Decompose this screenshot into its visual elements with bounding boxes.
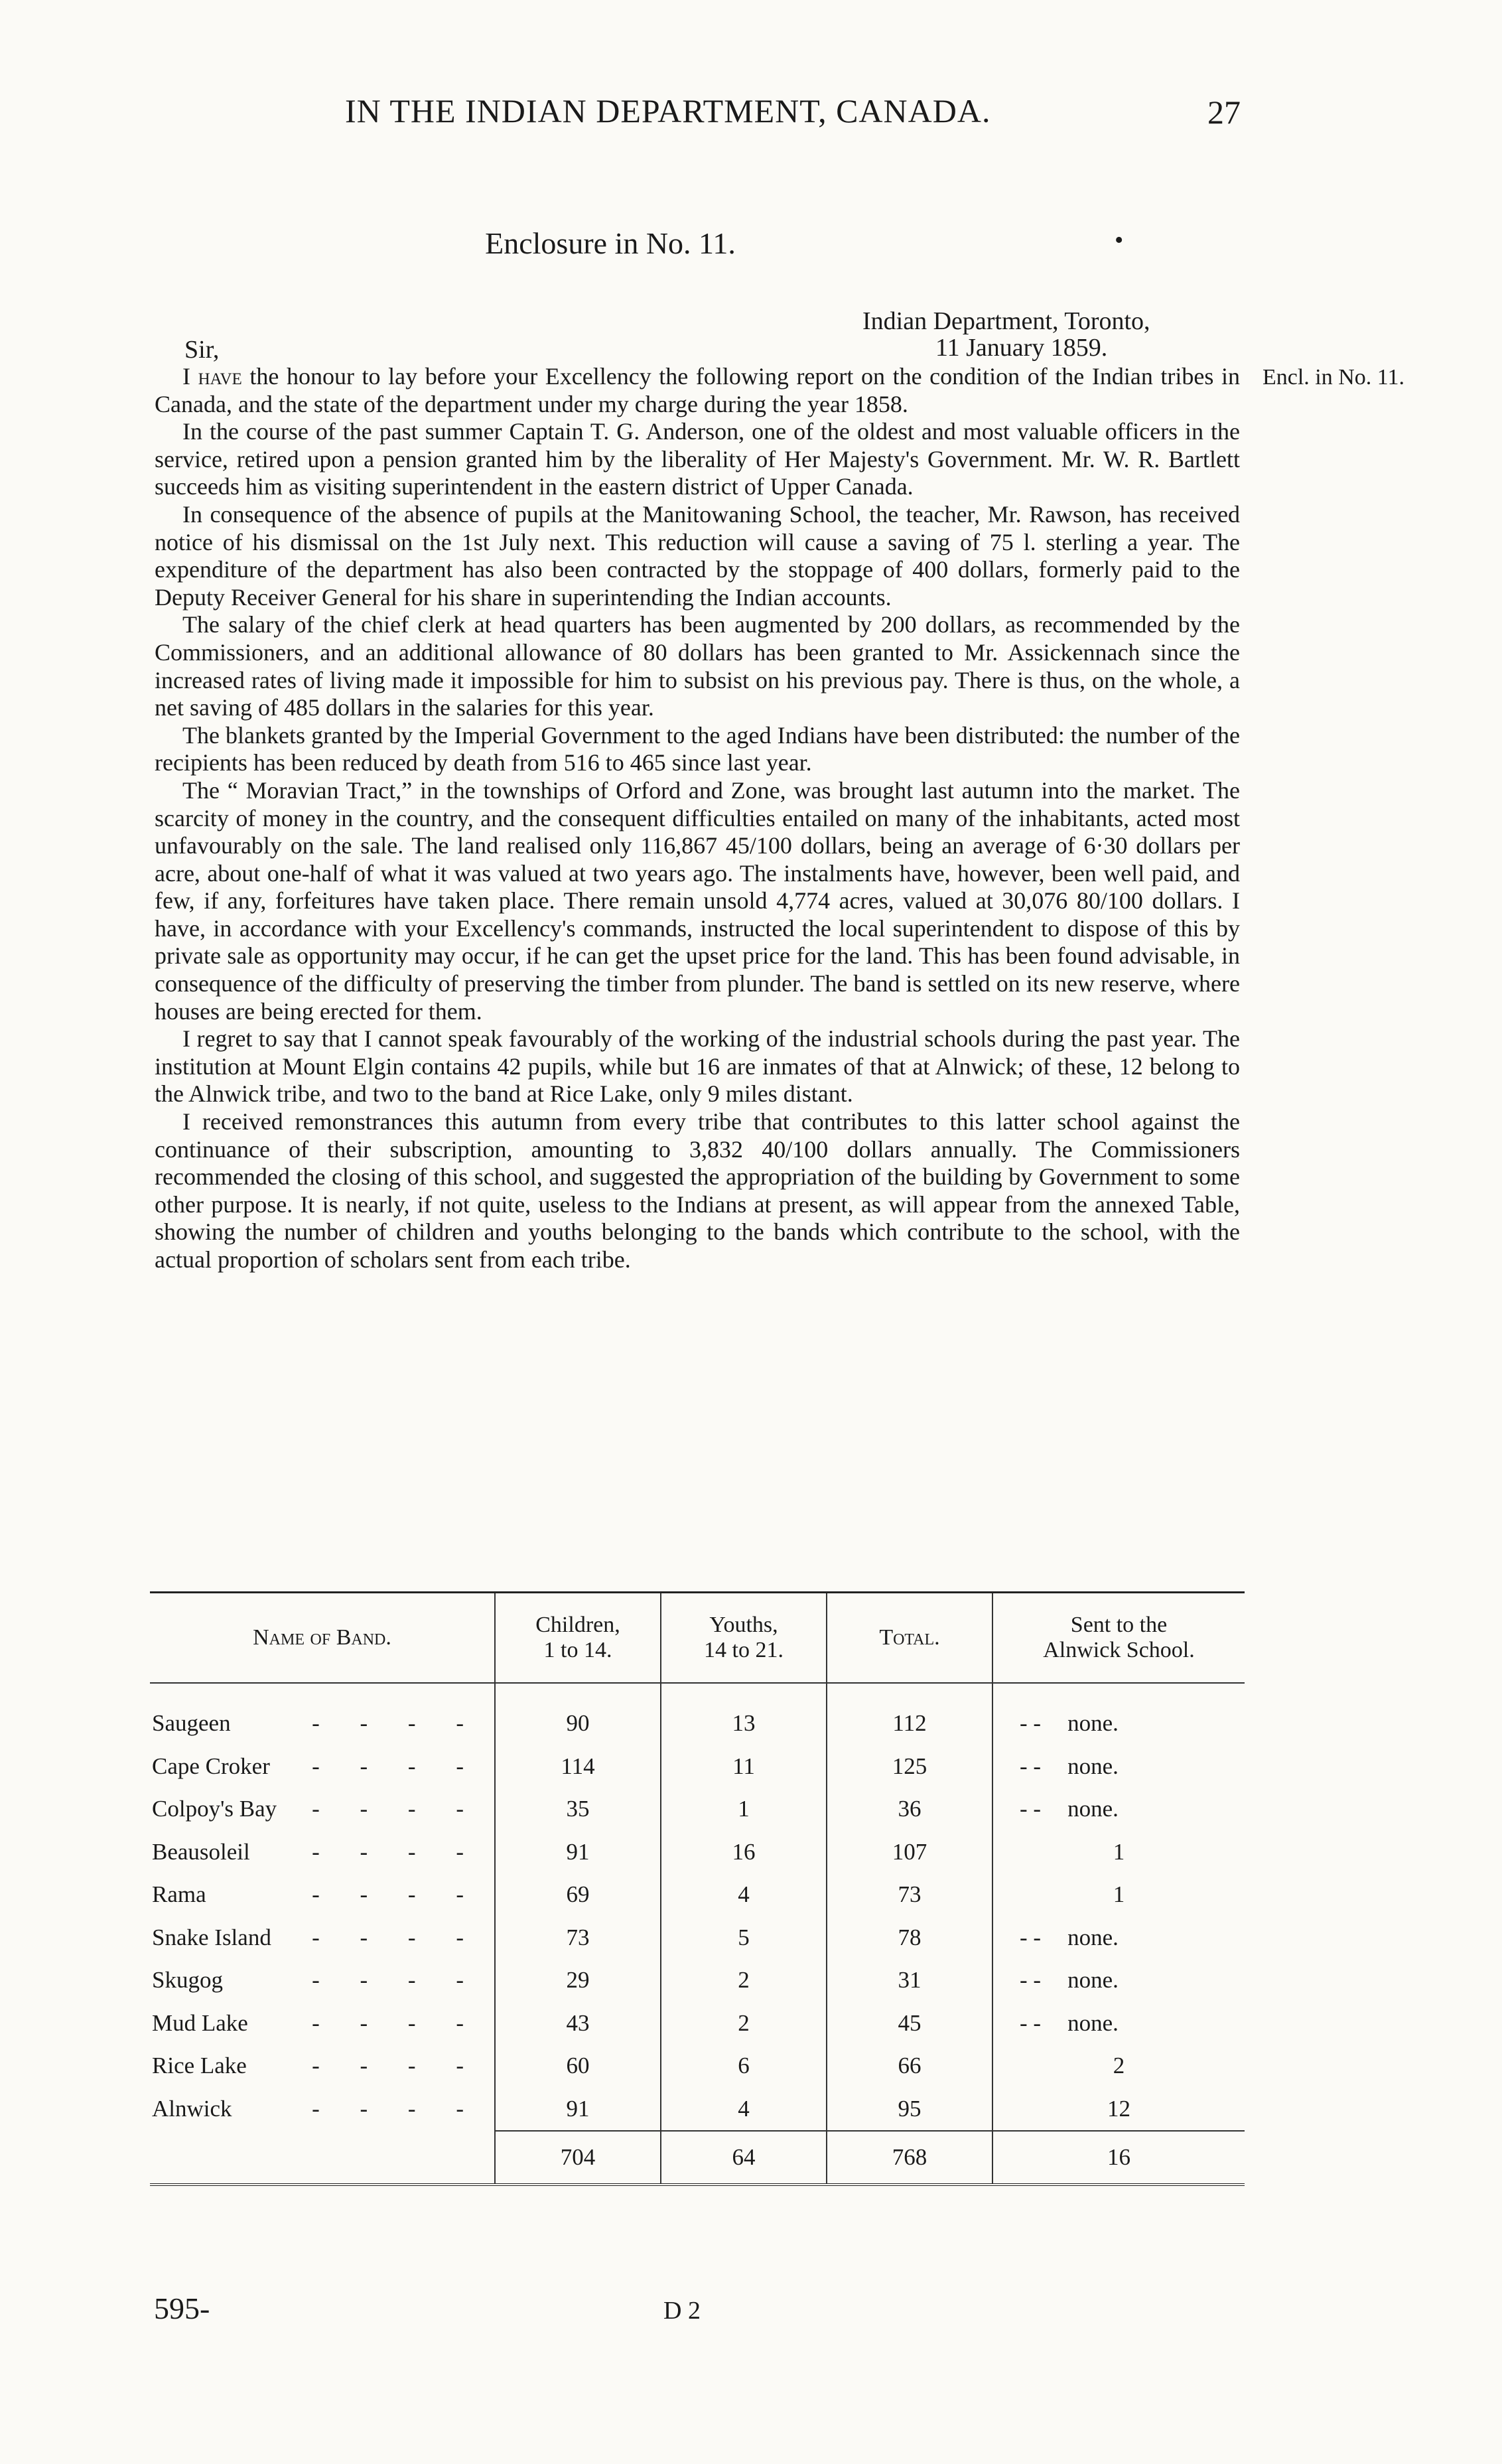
sent-cell	[992, 1788, 1245, 1831]
leader-dots: - - - -	[312, 1881, 481, 1908]
sent-value: none.	[1067, 2009, 1119, 2036]
signature-mark: D 2	[663, 2297, 701, 2325]
sent-value: none.	[1067, 1967, 1119, 1993]
children-cell: 90	[495, 1683, 661, 1745]
children-cell: 91	[495, 1831, 661, 1874]
band-name-cell	[150, 1917, 495, 1960]
footer-number: 595-	[154, 2291, 210, 2325]
table-row	[150, 1788, 1245, 1831]
sent-value: none.	[1067, 1924, 1119, 1950]
band-name: Beausoleil	[152, 1838, 250, 1865]
youths-cell: 16	[661, 1831, 827, 1874]
band-name-cell	[150, 2002, 495, 2045]
band-name: Colpoy's Bay	[152, 1796, 277, 1822]
band-name-cell	[150, 2045, 495, 2088]
salutation: Sir,	[184, 336, 220, 364]
sent-cell	[992, 1959, 1245, 2002]
table-row	[150, 1831, 1245, 1874]
leader-dots: - - - -	[312, 1967, 481, 1993]
bands-table-grid	[150, 1593, 1245, 2183]
band-name-cell	[150, 1683, 495, 1745]
header-band: Name of Band.	[150, 1593, 495, 1683]
sent-value: none.	[1067, 1710, 1119, 1737]
youths-cell: 1	[661, 1788, 827, 1831]
children-cell: 73	[495, 1917, 661, 1960]
paragraph: I have the honour to lay before your Excellency the following report on the condition of the Indian tribes in Canada, and the state of the department under my charge during the year 1858.	[155, 363, 1240, 417]
leader-dots: - - - -	[312, 2096, 481, 2122]
children-cell: 69	[495, 1873, 661, 1917]
total-total: 768	[827, 2131, 992, 2183]
header-youths: Youths, 14 to 21.	[661, 1593, 827, 1683]
paragraph: The salary of the chief clerk at head quarters has been augmented by 200 dollars, as recommended by the Commissioners, and an additional allowance of 80 dollars has been granted to Mr. Assickennach since the increased rates of living made it impossible for him to subsist on his previous pay. There is thus, on the whole, a net saving of 485 dollars in the salaries for this year.	[155, 611, 1240, 721]
totals-row	[150, 2131, 1245, 2183]
running-head: IN THE INDIAN DEPARTMENT, CANADA.	[345, 92, 991, 129]
children-cell: 29	[495, 1959, 661, 2002]
header-sent: Sent to the Alnwick School.	[992, 1593, 1245, 1683]
band-name: Saugeen	[152, 1710, 231, 1737]
leader-dots: - - - -	[312, 2009, 481, 2036]
leader-dots: - - - -	[312, 1796, 481, 1822]
table-row	[150, 2045, 1245, 2088]
sent-cell	[992, 2002, 1245, 2045]
sent-cell	[992, 1683, 1245, 1745]
table-header-row	[150, 1593, 1245, 1683]
sent-value: none.	[1067, 1753, 1119, 1779]
total-cell: 66	[827, 2045, 992, 2088]
total-cell: 31	[827, 1959, 992, 2002]
page-number: 27	[1207, 94, 1241, 131]
children-cell: 114	[495, 1745, 661, 1788]
letter-date: 11 January 1859.	[935, 334, 1108, 362]
table-row	[150, 2002, 1245, 2045]
band-name-cell	[150, 1873, 495, 1917]
band-name-cell	[150, 1788, 495, 1831]
paragraph: In consequence of the absence of pupils at the Manitowaning School, the teacher, Mr. Rawson, has received notice of his dismissal on the 1st July next. This reduction will cause a saving of 75 l. sterling a year. The expenditure of the department has also been contracted by the stoppage of 400 dollars, formerly paid to the Deputy Receiver General for his share in superintending the Indian accounts.	[155, 500, 1240, 611]
youths-cell: 2	[661, 2002, 827, 2045]
children-cell: 91	[495, 2088, 661, 2132]
header-total: Total.	[827, 1593, 992, 1683]
youths-cell: 2	[661, 1959, 827, 2002]
band-name-cell	[150, 2088, 495, 2132]
total-cell: 73	[827, 1873, 992, 1917]
table-row	[150, 1917, 1245, 1960]
sent-cell: 2	[992, 2045, 1245, 2088]
youths-cell: 6	[661, 2045, 827, 2088]
sent-cell	[992, 1917, 1245, 1960]
children-cell: 35	[495, 1788, 661, 1831]
table-row	[150, 1873, 1245, 1917]
leader-dash: - -	[1020, 2009, 1042, 2036]
table-row	[150, 1745, 1245, 1788]
band-name: Snake Island	[152, 1924, 271, 1950]
sent-cell: 1	[992, 1873, 1245, 1917]
band-name: Rama	[152, 1881, 206, 1908]
printer-mark: •	[1115, 226, 1124, 254]
letter-address	[862, 308, 1150, 361]
address-line: Indian Department, Toronto,	[862, 307, 1150, 335]
paragraph-lead: I have	[182, 363, 242, 390]
enclosure-title: Enclosure in No. 11.	[485, 226, 736, 260]
youths-cell: 11	[661, 1745, 827, 1788]
sent-cell: 12	[992, 2088, 1245, 2132]
paragraph: The blankets granted by the Imperial Government to the aged Indians have been distributed: the number of the recipients has been reduced by death from 516 to 465 since last year.	[155, 721, 1240, 776]
youths-cell: 4	[661, 2088, 827, 2132]
sent-cell: 1	[992, 1831, 1245, 1874]
leader-dots: - - - -	[312, 1924, 481, 1950]
leader-dots: - - - -	[312, 2053, 481, 2079]
children-cell: 60	[495, 2045, 661, 2088]
paragraph: The “ Moravian Tract,” in the townships of Orford and Zone, was brought last autumn into the market. The scarcity of money in the country, and the consequent difficulties entailed on many of the inhabitants, acted most unfavourably on the sale. The land realised only 116,867 45/100 dollars, being an average of 6·30 dollars per acre, about one-half of what it was valued at two years ago. The instalments have, however, been well paid, and few, if any, forfeitures have taken place. There remain unsold 4,774 acres, valued at 30,076 80/100 dollars. I have, in accordance with your Excellency's commands, instructed the local superintendent to dispose of this by private sale as opportunity may occur, if he can get the upset price for the land. This has been found advisable, in consequence of the difficulty of preserving the timber from plunder. The band is settled on its new reserve, where houses are being erected for them.	[155, 776, 1240, 1025]
paragraph: In the course of the past summer Captain T. G. Anderson, one of the oldest and most valuable officers in the service, retired upon a pension granted him by the liberality of Her Majesty's Government. Mr. W. R. Bartlett succeeds him as visiting superintendent in the eastern district of Upper Canada.	[155, 418, 1240, 500]
leader-dots: - - - -	[312, 1838, 481, 1865]
total-sent: 16	[992, 2131, 1245, 2183]
band-name-cell	[150, 1959, 495, 2002]
total-cell: 95	[827, 2088, 992, 2132]
table-row	[150, 1683, 1245, 1745]
band-name: Skugog	[152, 1967, 223, 1993]
youths-cell: 5	[661, 1917, 827, 1960]
margin-note: Encl. in No. 11.	[1263, 365, 1405, 390]
youths-cell: 4	[661, 1873, 827, 1917]
total-children: 704	[495, 2131, 661, 2183]
total-cell: 125	[827, 1745, 992, 1788]
total-youths: 64	[661, 2131, 827, 2183]
totals-label-cell	[150, 2131, 495, 2183]
band-name: Alnwick	[152, 2096, 232, 2122]
paragraph: I received remonstrances this autumn from every tribe that contributes to this latter school against the continuance of their subscription, amounting to 3,832 40/100 dollars annually. The Commissioners recommended the closing of this school, and suggested the appropriation of the building by Government to some other purpose. It is nearly, if not quite, useless to the Indians at present, as will appear from the annexed Table, showing the number of children and youths belonging to the bands which contribute to the school, with the actual proportion of scholars sent from each tribe.	[155, 1108, 1240, 1273]
leader-dash: - -	[1020, 1967, 1042, 1993]
table-bottom-rule	[150, 2183, 1245, 2189]
youths-cell: 13	[661, 1683, 827, 1745]
leader-dots: - - - -	[312, 1710, 481, 1737]
total-cell: 107	[827, 1831, 992, 1874]
total-cell: 45	[827, 2002, 992, 2045]
total-cell: 78	[827, 1917, 992, 1960]
leader-dash: - -	[1020, 1710, 1042, 1737]
table-row	[150, 1959, 1245, 2002]
total-cell: 112	[827, 1683, 992, 1745]
band-name-cell	[150, 1831, 495, 1874]
table-body	[150, 1683, 1245, 2131]
bands-table	[150, 1591, 1245, 2189]
children-cell: 43	[495, 2002, 661, 2045]
letter-body	[155, 363, 1240, 1274]
sent-value: none.	[1067, 1796, 1119, 1822]
paragraph: I regret to say that I cannot speak favourably of the working of the industrial schools during the past year. The institution at Mount Elgin contains 42 pupils, while but 16 are inmates of that at Alnwick; of these, 12 belong to the Alnwick tribe, and two to the band at Rice Lake, only 9 miles distant.	[155, 1025, 1240, 1108]
sent-cell	[992, 1745, 1245, 1788]
header-children: Children, 1 to 14.	[495, 1593, 661, 1683]
band-name: Cape Croker	[152, 1753, 270, 1779]
table-row	[150, 2088, 1245, 2132]
band-name: Mud Lake	[152, 2009, 248, 2036]
leader-dash: - -	[1020, 1753, 1042, 1779]
band-name: Rice Lake	[152, 2053, 247, 2079]
total-cell: 36	[827, 1788, 992, 1831]
leader-dash: - -	[1020, 1796, 1042, 1822]
band-name-cell	[150, 1745, 495, 1788]
leader-dots: - - - -	[312, 1753, 481, 1779]
leader-dash: - -	[1020, 1924, 1042, 1950]
